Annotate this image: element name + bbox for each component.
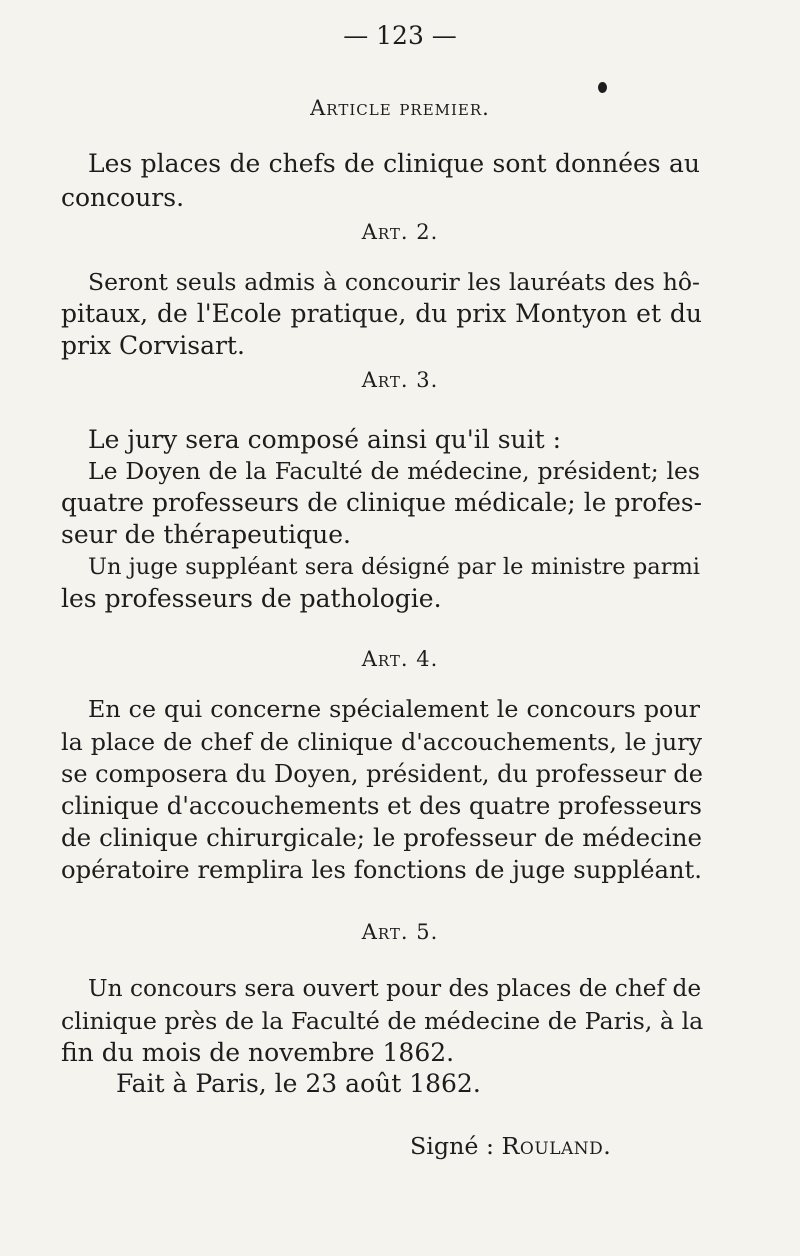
- heading-article-premier: Article premier.: [310, 96, 490, 120]
- paragraph-line: Un concours sera ouvert pour des places de chef de: [88, 975, 702, 1002]
- paragraph-line: Le Doyen de la Faculté de médecine, président; les: [88, 457, 700, 485]
- signature-label: Signé :: [410, 1132, 494, 1160]
- heading-article-4: Art. 4.: [361, 647, 439, 671]
- paragraph-line: se composera du Doyen, président, du professeur de: [61, 760, 703, 788]
- paragraph-line: de clinique chirurgicale; le professeur de médecine: [61, 823, 702, 852]
- signature-name: Rouland.: [501, 1132, 612, 1160]
- paragraph-line: clinique près de la Faculté de médecine de Paris, à la: [61, 1007, 704, 1035]
- paragraph-line: quatre professeurs de clinique médicale; le profes-: [61, 488, 702, 517]
- paragraph-line: seur de thérapeutique.: [61, 520, 351, 549]
- paragraph-line: Les places de chefs de clinique sont données au: [88, 149, 700, 178]
- heading-article-2: Art. 2.: [361, 220, 439, 244]
- paragraph-line: pitaux, de l'Ecole pratique, du prix Montyon et du: [61, 299, 702, 328]
- page-number: — 123 —: [343, 21, 457, 50]
- paragraph-line: En ce qui concerne spécialement le concours pour: [88, 695, 700, 723]
- date-line: Fait à Paris, le 23 août 1862.: [116, 1069, 481, 1098]
- paragraph-line: prix Corvisart.: [61, 331, 245, 360]
- paragraph-line: la place de chef de clinique d'accouchements, le jury: [61, 728, 702, 756]
- paragraph-line: les professeurs de pathologie.: [61, 584, 442, 613]
- paragraph-line: opératoire remplira les fonctions de juge suppléant.: [61, 855, 702, 884]
- heading-article-5: Art. 5.: [361, 920, 439, 944]
- paragraph-line: Un juge suppléant sera désigné par le ministre parmi: [88, 554, 700, 580]
- heading-article-3: Art. 3.: [361, 368, 439, 392]
- paragraph-line: clinique d'accouchements et des quatre professeurs: [61, 791, 702, 820]
- paragraph-line: fin du mois de novembre 1862.: [61, 1038, 455, 1067]
- signature-line: [410, 1130, 610, 1162]
- paragraph-line: Seront seuls admis à concourir les lauréats des hô-: [88, 268, 700, 296]
- paragraph-line: Le jury sera composé ainsi qu'il suit :: [88, 425, 562, 454]
- paragraph-line: concours.: [61, 183, 185, 212]
- ink-mark: [598, 82, 607, 93]
